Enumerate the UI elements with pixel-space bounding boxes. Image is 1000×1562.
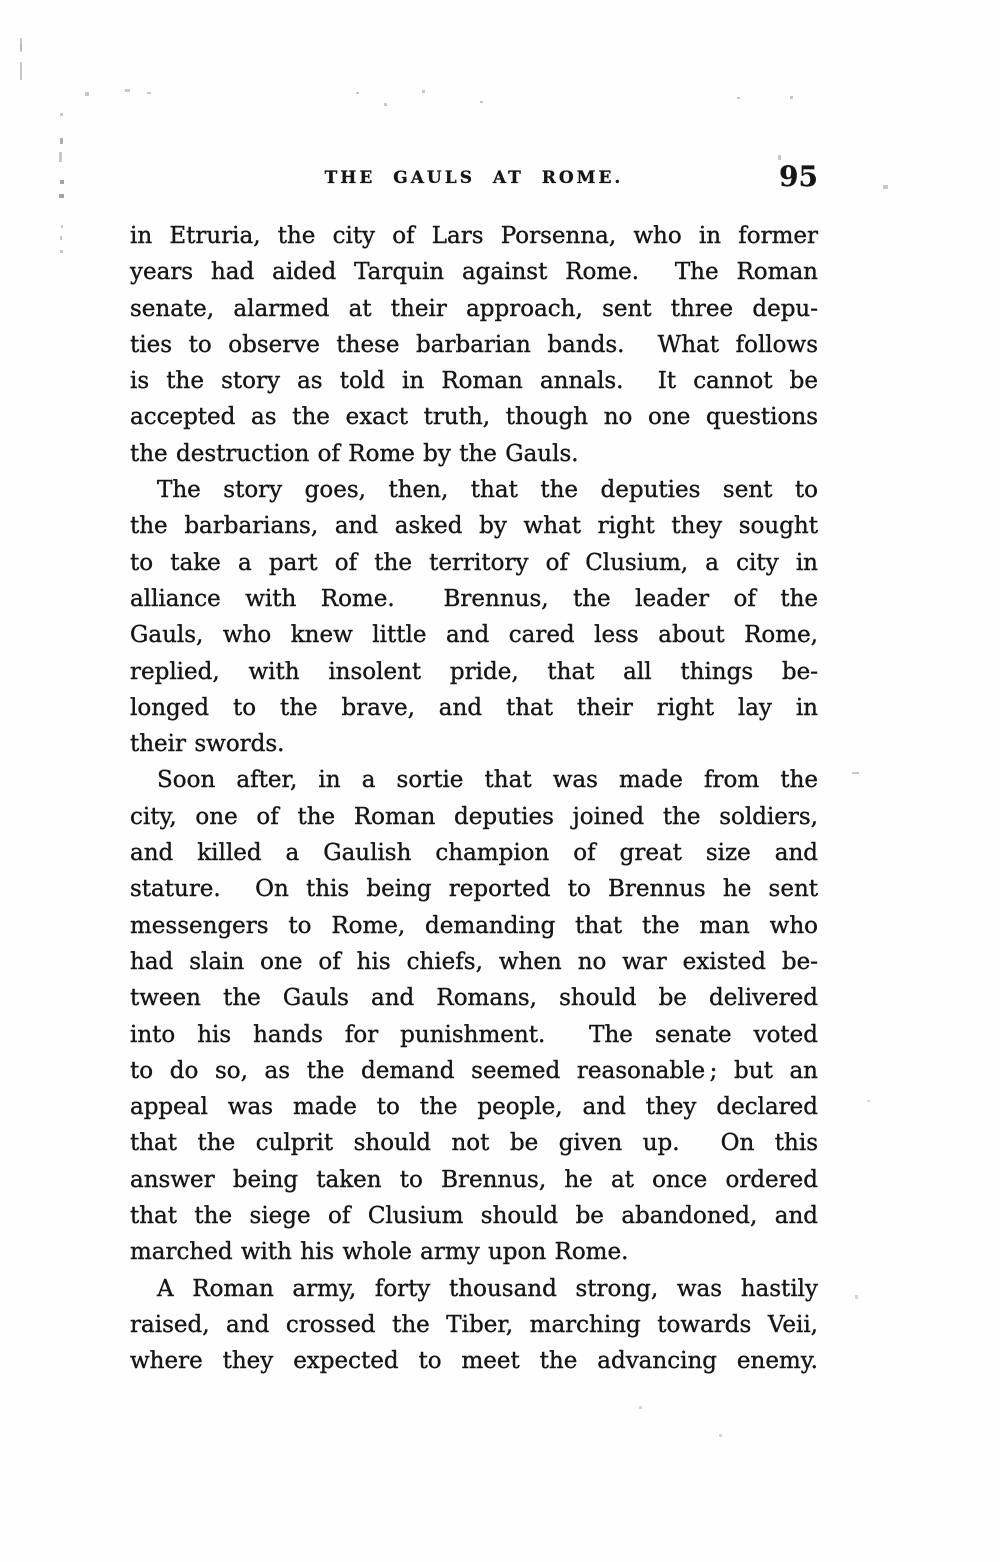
paragraph bbox=[130, 472, 818, 762]
running-title: THE GAULS AT ROME. bbox=[324, 168, 624, 188]
paragraph bbox=[130, 762, 818, 1270]
text-line: to take a part of the territory of Clusium, a city in bbox=[130, 549, 818, 576]
page-header bbox=[130, 160, 818, 198]
text-line: had slain one of his chiefs, when no war existed be- bbox=[130, 948, 818, 975]
text-line: stature. On this being reported to Brennus he sent bbox=[130, 876, 818, 903]
paragraph bbox=[130, 1271, 818, 1380]
text-line: the destruction of Rome by the Gauls. bbox=[130, 440, 579, 467]
text-line: to do so, as the demand seemed reasonable ; but an bbox=[130, 1057, 818, 1084]
text-line: their swords. bbox=[130, 731, 285, 758]
text-line: The story goes, then, that the deputies sent to bbox=[157, 477, 818, 504]
text-line: longed to the brave, and that their right lay in bbox=[130, 694, 818, 721]
text-line: years had aided Tarquin against Rome. The Roman bbox=[130, 259, 818, 286]
text-line: that the culprit should not be given up. On this bbox=[130, 1130, 818, 1157]
text-line: alliance with Rome. Brennus, the leader of the bbox=[130, 585, 818, 612]
text-line: senate, alarmed at their approach, sent three depu- bbox=[130, 295, 818, 322]
text-line: appeal was made to the people, and they declared bbox=[130, 1094, 818, 1121]
text-line: tween the Gauls and Romans, should be delivered bbox=[130, 985, 818, 1012]
page-number: 95 bbox=[779, 160, 818, 193]
text-line: raised, and crossed the Tiber, marching towards Veii, bbox=[130, 1311, 818, 1338]
text-line: messengers to Rome, demanding that the man who bbox=[130, 912, 818, 939]
text-line: in Etruria, the city of Lars Porsenna, who in former bbox=[130, 223, 818, 249]
text-line: into his hands for punishment. The senate voted bbox=[130, 1021, 818, 1048]
text-line: Soon after, in a sortie that was made from the bbox=[157, 767, 818, 794]
text-line: ties to observe these barbarian bands. What follows bbox=[130, 331, 818, 358]
text-line: marched with his whole army upon Rome. bbox=[130, 1239, 629, 1266]
text-line: A Roman army, forty thousand strong, was hastily bbox=[157, 1275, 818, 1302]
page-body bbox=[130, 218, 818, 1380]
text-line: that the siege of Clusium should be abandoned, and bbox=[130, 1203, 818, 1230]
text-line: answer being taken to Brennus, he at once ordered bbox=[130, 1166, 818, 1193]
text-line: city, one of the Roman deputies joined the soldiers, bbox=[130, 803, 818, 830]
text-line: accepted as the exact truth, though no one questions bbox=[130, 404, 818, 431]
text-line: the barbarians, and asked by what right they sought bbox=[130, 513, 818, 540]
text-line: is the story as told in Roman annals. It cannot be bbox=[130, 368, 818, 395]
paragraph bbox=[130, 218, 818, 472]
text-line: and killed a Gaulish champion of great size and bbox=[130, 840, 818, 867]
text-line: Gauls, who knew little and cared less about Rome, bbox=[130, 622, 818, 649]
text-line: where they expected to meet the advancing enemy. bbox=[130, 1348, 818, 1375]
text-line: replied, with insolent pride, that all things be- bbox=[130, 658, 818, 685]
